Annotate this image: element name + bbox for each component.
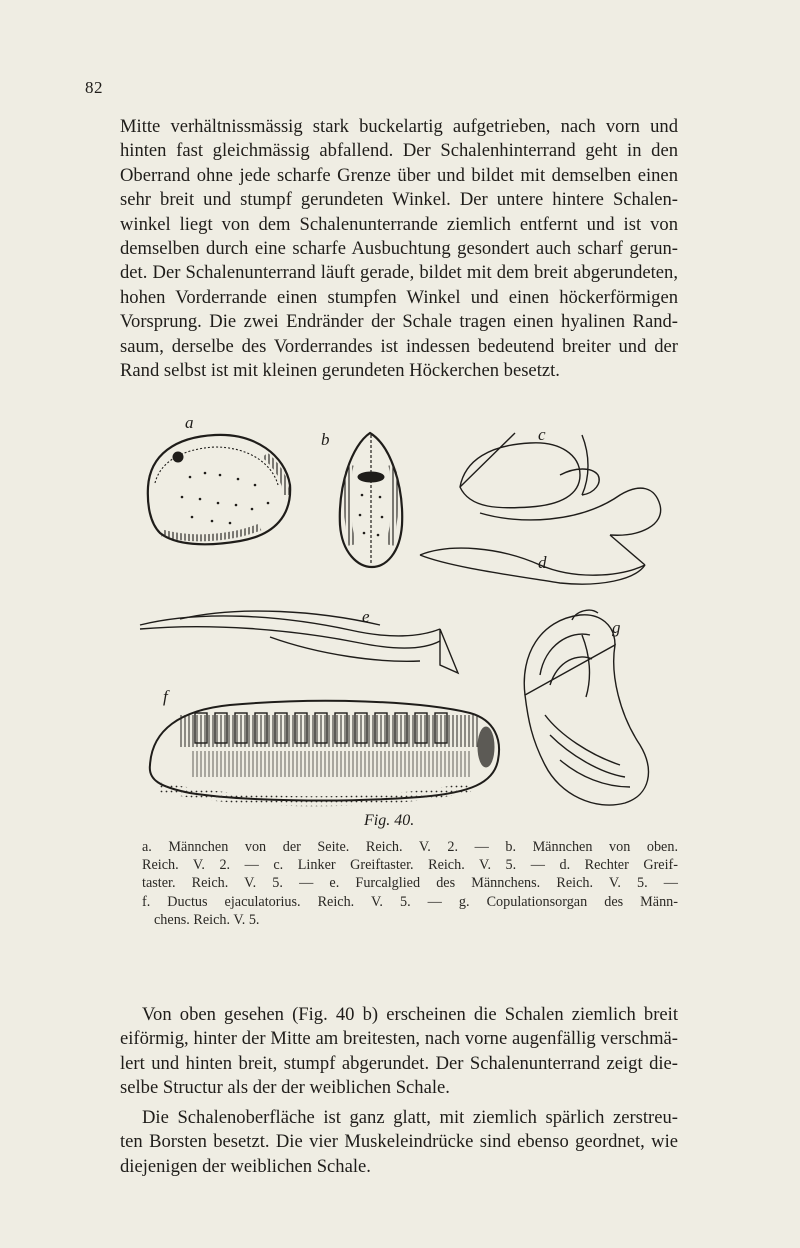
text-line: Vorsprung. Die zwei Endränder der Schale tragen einen hyalinen Rand- bbox=[120, 311, 678, 333]
figure-b-male-above bbox=[340, 433, 402, 567]
figure-label-g: g bbox=[612, 618, 621, 637]
paragraph-1 bbox=[120, 115, 678, 383]
text-line: Oberrand ohne jede scharfe Grenze über und bildet mit demselben einen bbox=[120, 164, 678, 186]
caption-line: chens. Reich. V. 5. bbox=[154, 911, 260, 928]
figure-f-ductus bbox=[150, 701, 499, 801]
figure-e-furca bbox=[140, 611, 458, 673]
caption-line: Reich. V. 2. — c. Linker Greiftaster. Reich. V. 5. — d. Rechter Greif- bbox=[142, 857, 678, 874]
text-line: selbe Structur als der der weiblichen Schale. bbox=[120, 1077, 450, 1099]
figure-label-a: a bbox=[185, 413, 194, 432]
paragraph-2 bbox=[120, 1003, 678, 1101]
figure-label-d: d bbox=[538, 553, 547, 572]
text-line: diejenigen der weiblichen Schale. bbox=[120, 1155, 371, 1177]
paragraph-3 bbox=[120, 1106, 678, 1179]
text-line: Die Schalenoberfläche ist ganz glatt, mit ziemlich spärlich zerstreu- bbox=[142, 1107, 678, 1128]
caption-line: f. Ductus ejaculatorius. Reich. V. 5. — g. Copulationsorgan des Männ- bbox=[142, 893, 678, 910]
text-line: det. Der Schalenunterrand läuft gerade, bildet mit dem breit abgerundeten, bbox=[120, 262, 678, 284]
text-line: demselben durch eine scharfe Ausbuchtung gesondert auch scharf gerun- bbox=[120, 238, 678, 260]
caption-line: taster. Reich. V. 5. — e. Furcalglied des Männchens. Reich. V. 5. — bbox=[142, 875, 678, 892]
figure-illustration bbox=[120, 415, 680, 815]
figure-a-male-side bbox=[148, 435, 290, 544]
text-line: eiförmig, hinter der Mitte am breitesten, nach vorne augenfällig verschmä- bbox=[120, 1028, 678, 1050]
text-line: ten Borsten besetzt. Die vier Muskeleindrücke sind ebenso geordnet, wie bbox=[120, 1131, 678, 1153]
text-line: winkel liegt von dem Schalenunterrande ziemlich entfernt und ist von bbox=[120, 213, 678, 235]
text-line: sehr breit und stumpf gerundeten Winkel. Der untere hintere Schalen- bbox=[120, 189, 678, 211]
figure-label-e: e bbox=[362, 607, 370, 626]
text-line: Mitte verhältnissmässig stark buckelartig aufgetrieben, nach vorn und bbox=[120, 116, 678, 137]
text-line: lert und hinten breit, stumpf abgerundet. Der Schalenunterrand zeigt die- bbox=[120, 1052, 678, 1074]
text-line: hinten fast gleichmässig abfallend. Der Schalenhinterrand geht in den bbox=[120, 140, 678, 162]
page-number: 82 bbox=[85, 78, 103, 97]
figure-40 bbox=[120, 415, 680, 815]
figure-title: Fig. 40. bbox=[364, 812, 415, 829]
figure-label-f: f bbox=[163, 687, 168, 706]
figure-g-copulatory-organ bbox=[524, 610, 648, 805]
figure-label-c: c bbox=[538, 425, 546, 444]
text-line: Von oben gesehen (Fig. 40 b) erscheinen die Schalen ziemlich breit bbox=[142, 1004, 678, 1025]
caption-line: a. Männchen von der Seite. Reich. V. 2. — b. Männchen von oben. bbox=[142, 839, 678, 855]
text-line: Rand selbst ist mit kleinen gerundeten Höckerchen besetzt. bbox=[120, 360, 560, 382]
figure-label-b: b bbox=[321, 430, 330, 449]
text-line: hohen Vorderrande einen stumpfen Winkel und einen höckerförmigen bbox=[120, 286, 678, 308]
text-line: saum, derselbe des Vorderrandes ist indessen bedeutend breiter und der bbox=[120, 335, 678, 357]
figure-caption bbox=[142, 838, 678, 929]
